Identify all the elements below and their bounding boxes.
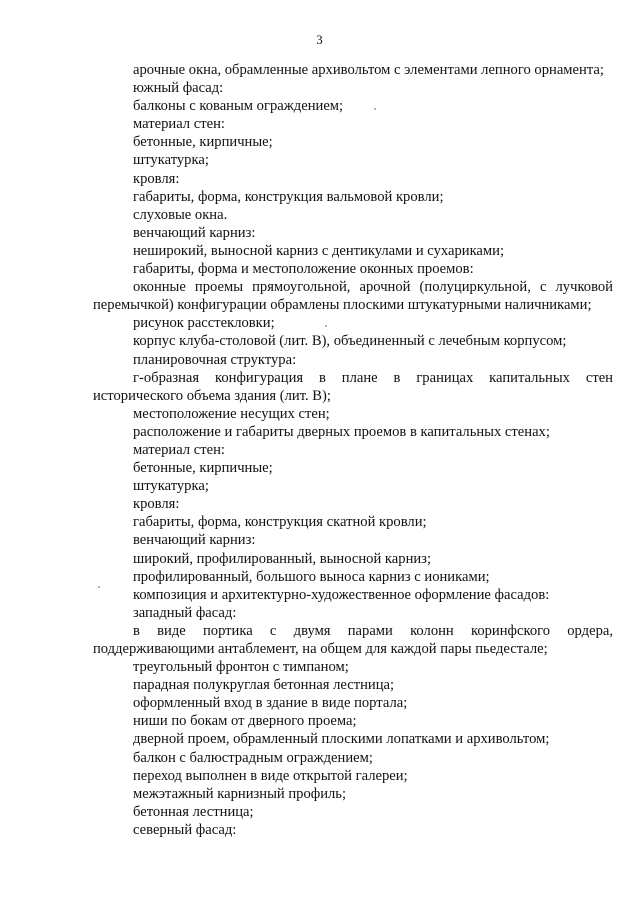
- paragraph: парадная полукруглая бетонная лестница;: [133, 677, 395, 694]
- paragraph: оконные проемы прямоугольной, арочной (полуциркульной, с лучковой перемычкой) конфигурации обрамлены плоскими штукатурными наличниками;: [93, 279, 613, 314]
- paragraph: корпус клуба-столовой (лит. В), объединенный с лечебным корпусом;: [133, 333, 567, 350]
- paragraph: композиция и архитектурно-художественное оформление фасадов:: [133, 586, 550, 603]
- paragraph: арочные окна, обрамленные архивольтом с элементами лепного орнамента;: [133, 62, 604, 78]
- paragraph: бетонные, кирпичные;: [133, 134, 273, 151]
- paragraph: балконы с кованым ограждением;: [133, 98, 344, 115]
- paragraph: треугольный фронтон с тимпаном;: [133, 659, 349, 676]
- paragraph: рисунок расстекловки;: [133, 315, 275, 332]
- paragraph: кровля:: [133, 170, 180, 187]
- paragraph: южный фасад:: [133, 80, 224, 97]
- paragraph: межэтажный карнизный профиль;: [133, 785, 347, 802]
- paragraph: неширокий, выносной карниз с дентикулами и сухариками;: [133, 242, 505, 259]
- document-body: [93, 61, 613, 839]
- paragraph: венчающий карниз:: [133, 224, 256, 241]
- paragraph: балкон с балюстрадным ограждением;: [133, 749, 373, 766]
- paragraph: материал стен:: [133, 116, 225, 133]
- paragraph: дверной проем, обрамленный плоскими лопатками и архивольтом;: [133, 731, 550, 748]
- paragraph: кровля:: [133, 496, 180, 513]
- paragraph: профилированный, большого выноса карниз с иониками;: [133, 568, 490, 585]
- paragraph: материал стен:: [133, 441, 225, 458]
- scan-speck: [374, 108, 376, 110]
- scan-speck: [325, 325, 327, 327]
- paragraph: габариты, форма и местоположение оконных проемов:: [133, 261, 474, 278]
- paragraph: ниши по бокам от дверного проема;: [133, 713, 357, 730]
- paragraph: в виде портика с двумя парами колонн коринфского ордера, поддерживающими антаблемент, на общем для каждой пары пьедестале;: [93, 622, 613, 657]
- scan-speck: [98, 586, 100, 588]
- paragraph: бетонная лестница;: [133, 803, 254, 820]
- paragraph: штукатурка;: [133, 478, 209, 495]
- paragraph: западный фасад:: [133, 604, 237, 621]
- paragraph: габариты, форма, конструкция скатной кровли;: [133, 514, 427, 531]
- paragraph: бетонные, кирпичные;: [133, 460, 273, 477]
- paragraph: северный фасад:: [133, 821, 237, 838]
- paragraph: оформленный вход в здание в виде портала;: [133, 695, 408, 712]
- paragraph: слуховые окна.: [133, 206, 228, 223]
- paragraph: расположение и габариты дверных проемов в капитальных стенах;: [133, 423, 550, 440]
- paragraph: переход выполнен в виде открытой галереи;: [133, 767, 408, 784]
- paragraph: широкий, профилированный, выносной карниз;: [133, 550, 432, 567]
- paragraph: венчающий карниз:: [133, 532, 256, 549]
- paragraph: г-образная конфигурация в плане в границах капитальных стен исторического объема здания (лит. В);: [93, 369, 613, 404]
- page-number: 3: [316, 33, 323, 47]
- paragraph: габариты, форма, конструкция вальмовой кровли;: [133, 188, 444, 205]
- paragraph: планировочная структура:: [133, 351, 297, 368]
- paragraph: штукатурка;: [133, 152, 209, 169]
- paragraph: местоположение несущих стен;: [133, 405, 330, 422]
